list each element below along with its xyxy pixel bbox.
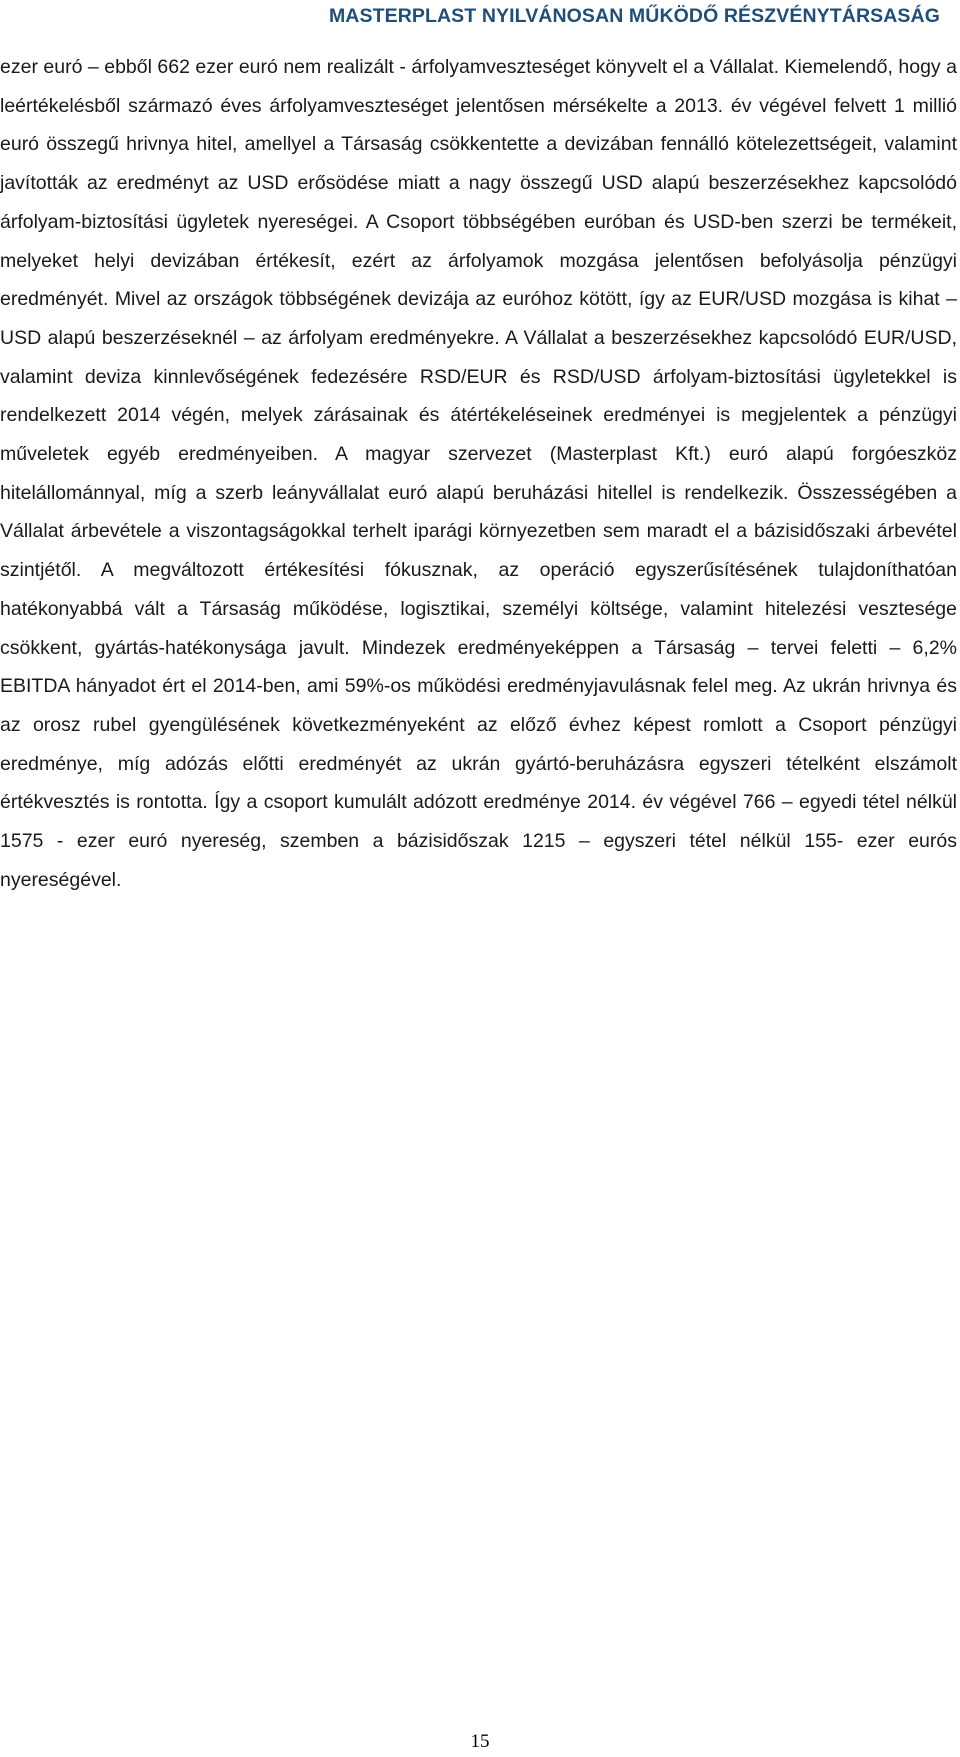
page-header-company-name: MASTERPLAST NYILVÁNOSAN MŰKÖDŐ RÉSZVÉNYTÁRSASÁG [328, 5, 940, 27]
body-paragraph: ezer euró – ebből 662 ezer euró nem realizált - árfolyamveszteséget könyvelt el a Vállalat. Kiemelendő, hogy a leértékelésből származó éves árfolyamveszteséget jelentősen mérsékelte a 2013. év végével felvett 1 millió euró összegű hrivnya hitel, amellyel a Társaság csökkentette a devizában fennálló kötelezettségeit, valamint javították az eredményt az USD erősödése miatt a nagy összegű USD alapú beszerzésekhez kapcsolódó árfolyam-biztosítási ügyletek nyereségei. A Csoport többségében euróban és USD-ben szerzi be termékeit, melyeket helyi devizában értékesít, ezért az árfolyamok mozgása jelentősen befolyásolja pénzügyi eredményét. Mivel az országok többségének devizája az euróhoz kötött, így az EUR/USD mozgása is kihat – USD alapú beszerzéseknél – az árfolyam eredményekre. A Vállalat a beszerzésekhez kapcsolódó EUR/USD, valamint deviza kinnlevőségének fedezésére RSD/EUR és RSD/USD árfolyam-biztosítási ügyletekkel is rendelkezett 2014 végén, melyek zárásainak és átértékeléseinek eredményei is megjelentek a pénzügyi műveletek egyéb eredményeiben. A magyar szervezet (Masterplast Kft.) euró alapú forgóeszköz hitelállománnyal, míg a szerb leányvállalat euró alapú beruházási hitellel is rendelkezik. Összességében a Vállalat árbevétele a viszontagságokkal terhelt iparági környezetben sem maradt el a bázisidőszaki árbevétel szintjétől. A megváltozott értékesítési fókusznak, az operáció egyszerűsítésének tulajdoníthatóan hatékonyabbá vált a Társaság működése, logisztikai, személyi költsége, valamint hitelezési vesztesége csökkent, gyártás-hatékonysága javult. Mindezek eredményeképpen a Társaság – tervei feletti – 6,2% EBITDA hányadot ért el 2014-ben, ami 59%-os működési eredményjavulásnak felel meg. Az ukrán hrivnya és az orosz rubel gyengülésének következményeként az előző évhez képest romlott a Csoport pénzügyi eredménye, míg adózás előtti eredményét az ukrán gyártó-beruházásra egyszeri tételként elszámolt értékvesztés is rontotta. Így a csoport kumulált adózott eredménye 2014. év végével 766 – egyedi tétel nélkül 1575 - ezer euró nyereség, szemben a bázisidőszak 1215 – egyszeri tétel nélkül 155- ezer eurós nyereségével. [0, 56, 957, 891]
page-number: 15 [470, 1731, 490, 1752]
